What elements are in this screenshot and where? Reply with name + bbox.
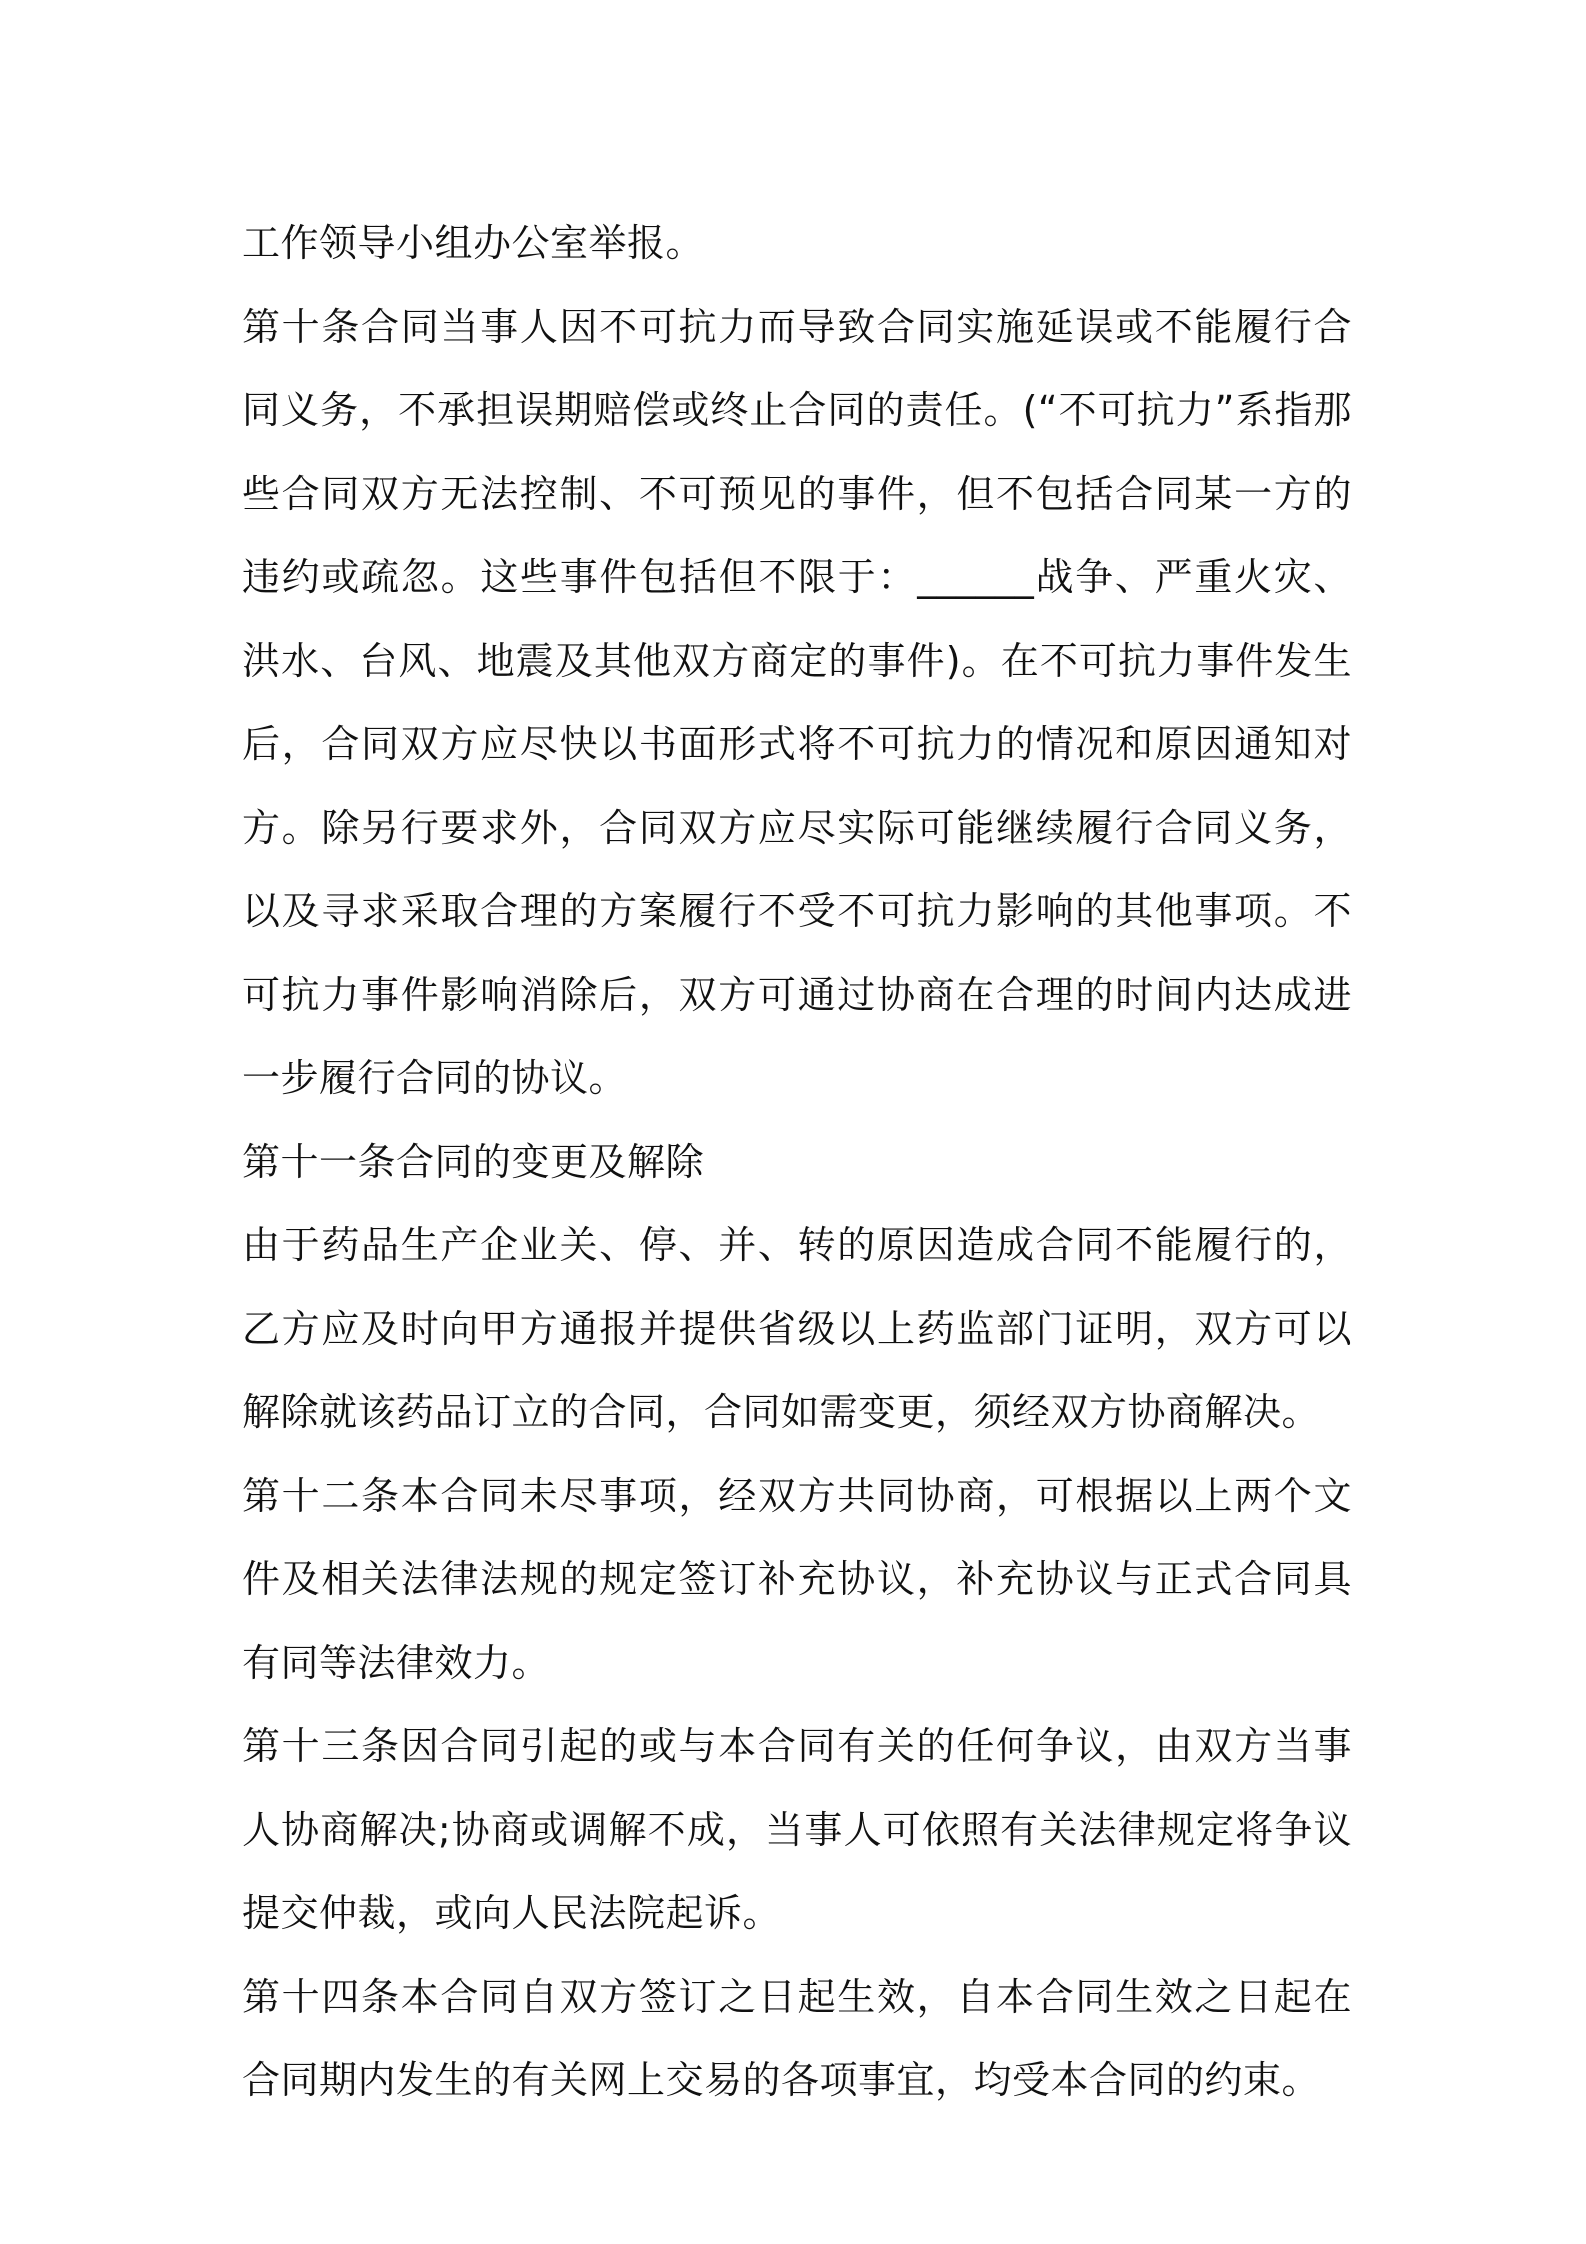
paragraph-report-line: 工作领导小组办公室举报。 bbox=[242, 221, 705, 265]
paragraph-article-10: 第十条合同当事人因不可抗力而导致合同实施延误或不能履行合同义务，不承担误期赔偿或终止合同的责任。(“不可抗力”系指那些合同双方无法控制、不可预见的事件，但不包括合同某一方的违约或疏忽。这些事件包括但不限于：______战争、严重火灾、洪水、台风、地震及其他双方商定的事件)。在不可抗力事件发生后，合同双方应尽快以书面形式将不可抗力的情况和原因通知对方。除另行要求外，合同双方应尽实际可能继续履行合同义务，以及寻求采取合理的方案履行不受不可抗力影响的其他事项。不可抗力事件影响消除后，双方可通过协商在合理的时间内达成进一步履行合同的协议。 bbox=[242, 304, 1352, 1100]
document-body bbox=[242, 202, 1352, 2123]
paragraph-article-14: 第十四条本合同自双方签订之日起生效，自本合同生效之日起在合同期内发生的有关网上交易的各项事宜，均受本合同的约束。 bbox=[242, 1974, 1352, 2102]
paragraph-article-11-body: 由于药品生产企业关、停、并、转的原因造成合同不能履行的，乙方应及时向甲方通报并提供省级以上药监部门证明，双方可以解除就该药品订立的合同，合同如需变更，须经双方协商解决。 bbox=[242, 1223, 1352, 1434]
paragraph-article-13: 第十三条因合同引起的或与本合同有关的任何争议，由双方当事人协商解决;协商或调解不成，当事人可依照有关法律规定将争议提交仲裁，或向人民法院起诉。 bbox=[242, 1724, 1352, 1935]
heading-article-11: 第十一条合同的变更及解除 bbox=[242, 1139, 705, 1184]
paragraph-article-12: 第十二条本合同未尽事项，经双方共同协商，可根据以上两个文件及相关法律法规的规定签订补充协议，补充协议与正式合同具有同等法律效力。 bbox=[242, 1473, 1352, 1685]
